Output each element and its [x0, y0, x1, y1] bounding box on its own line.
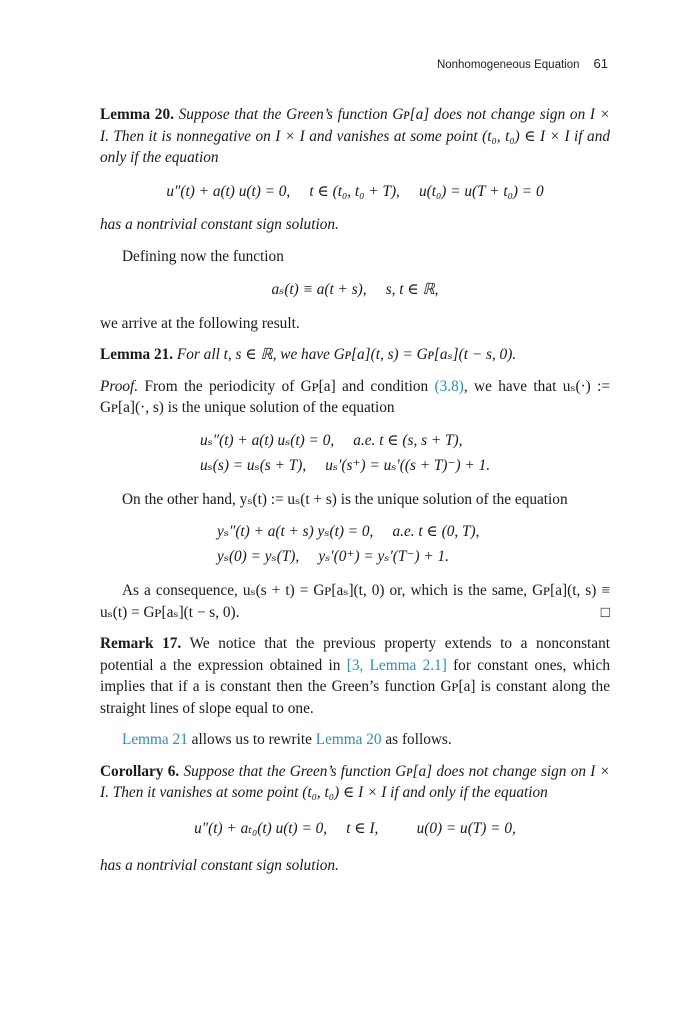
lemma-21-link[interactable]: Lemma 21: [122, 731, 188, 748]
lemma-20-link[interactable]: Lemma 20: [315, 731, 382, 748]
proof-equation-3: yₛ″(t) + a(t + s) yₛ(t) = 0, a.e. t ∈ (0, T),: [217, 523, 480, 540]
proof-consequence-text: As a consequence, uₛ(s + t) = Gᴘ[aₛ](t, 0) or, which is the same, Gᴘ[a](t, s) ≡ uₛ(t) = Gᴘ[aₛ](t − s, 0).: [100, 582, 610, 621]
proof-text-b: , we have that uₛ(·) := Gᴘ[a](·, s) is the unique solution of the equation: [100, 377, 610, 416]
proof-paragraph: [100, 376, 610, 419]
defining-text: Defining now the function: [122, 247, 284, 265]
corollary-6-statement: Suppose that the Green’s function Gᴘ[a] does not change sign on I × I. Then it vanishes at some point (t₀, t₀) ∈ I × I if and only if the equation: [100, 762, 610, 801]
remark-17: [100, 633, 610, 719]
proof-equation-1: uₛ″(t) + a(t) uₛ(t) = 0, a.e. t ∈ (s, s + T),: [200, 431, 463, 449]
equation-ref-link[interactable]: (3.8): [434, 377, 464, 395]
proof-text-a: From the periodicity of Gᴘ[a] and condition: [144, 377, 435, 395]
lemma-21-statement: For all t, s ∈ ℝ, we have Gᴘ[a](t, s) = Gᴘ[aₛ](t − s, 0).: [176, 346, 517, 363]
defining-equation: aₛ(t) ≡ a(t + s), s, t ∈ ℝ,: [271, 281, 439, 298]
allows-paragraph: [100, 729, 610, 751]
lemma-20-statement: Suppose that the Green’s function Gᴘ[a] does not change sign on I × I. Then it is nonnegative on I × I and vanishes at some point (t₀, t₀) ∈ I × I if and only if the equation: [100, 106, 610, 166]
header-title: Nonhomogeneous Equation: [436, 59, 580, 71]
proof-consequence: [100, 580, 610, 623]
proof-label: Proof.: [100, 377, 139, 395]
lemma-20: [100, 104, 610, 169]
lemma-20-equation: u″(t) + a(t) u(t) = 0, t ∈ (t₀, t₀ + T), u(t₀) = u(T + t₀) = 0: [166, 182, 544, 200]
lemma-20-tail: has a nontrivial constant sign solution.: [100, 216, 339, 233]
proof-equation-2: uₛ(s) = uₛ(s + T), uₛ′(s⁺) = uₛ′((s + T)⁻) + 1.: [200, 456, 491, 474]
lemma-20-label: Lemma 20.: [100, 106, 174, 123]
corollary-6: [100, 761, 610, 804]
proof-other-hand: On the other hand, yₛ(t) := uₛ(t + s) is the unique solution of the equation: [122, 490, 568, 508]
proof-equation-4: yₛ(0) = yₛ(T), yₛ′(0⁺) = yₛ′(T⁻) + 1.: [217, 548, 450, 565]
citation-link[interactable]: [3, Lemma 2.1]: [346, 656, 447, 674]
running-header: [437, 56, 608, 71]
corollary-6-label: Corollary 6.: [100, 762, 180, 780]
page-number: 61: [593, 56, 608, 71]
allows-end: as follows.: [381, 731, 452, 748]
page-body: [100, 104, 610, 877]
remark-17-label: Remark 17.: [100, 635, 182, 652]
defining-tail: we arrive at the following result.: [100, 314, 300, 332]
remark-17-text-b: for constant ones, which implies that if a is constant then the Green’s function Gᴘ[a] is constant along the straight lines of slope equal to one.: [100, 656, 610, 717]
allows-mid: allows us to rewrite: [187, 731, 316, 748]
lemma-21: [100, 344, 610, 366]
corollary-6-tail: has a nontrivial constant sign solution.: [100, 857, 339, 874]
corollary-6-equation: u″(t) + aₜ₀(t) u(t) = 0, t ∈ I, u(0) = u(T) = 0,: [194, 819, 516, 837]
lemma-21-label: Lemma 21.: [100, 346, 174, 363]
remark-17-text-a: We notice that the previous property extends to a nonconstant potential a the expression obtained in: [100, 635, 610, 674]
qed-symbol: □: [600, 603, 610, 621]
